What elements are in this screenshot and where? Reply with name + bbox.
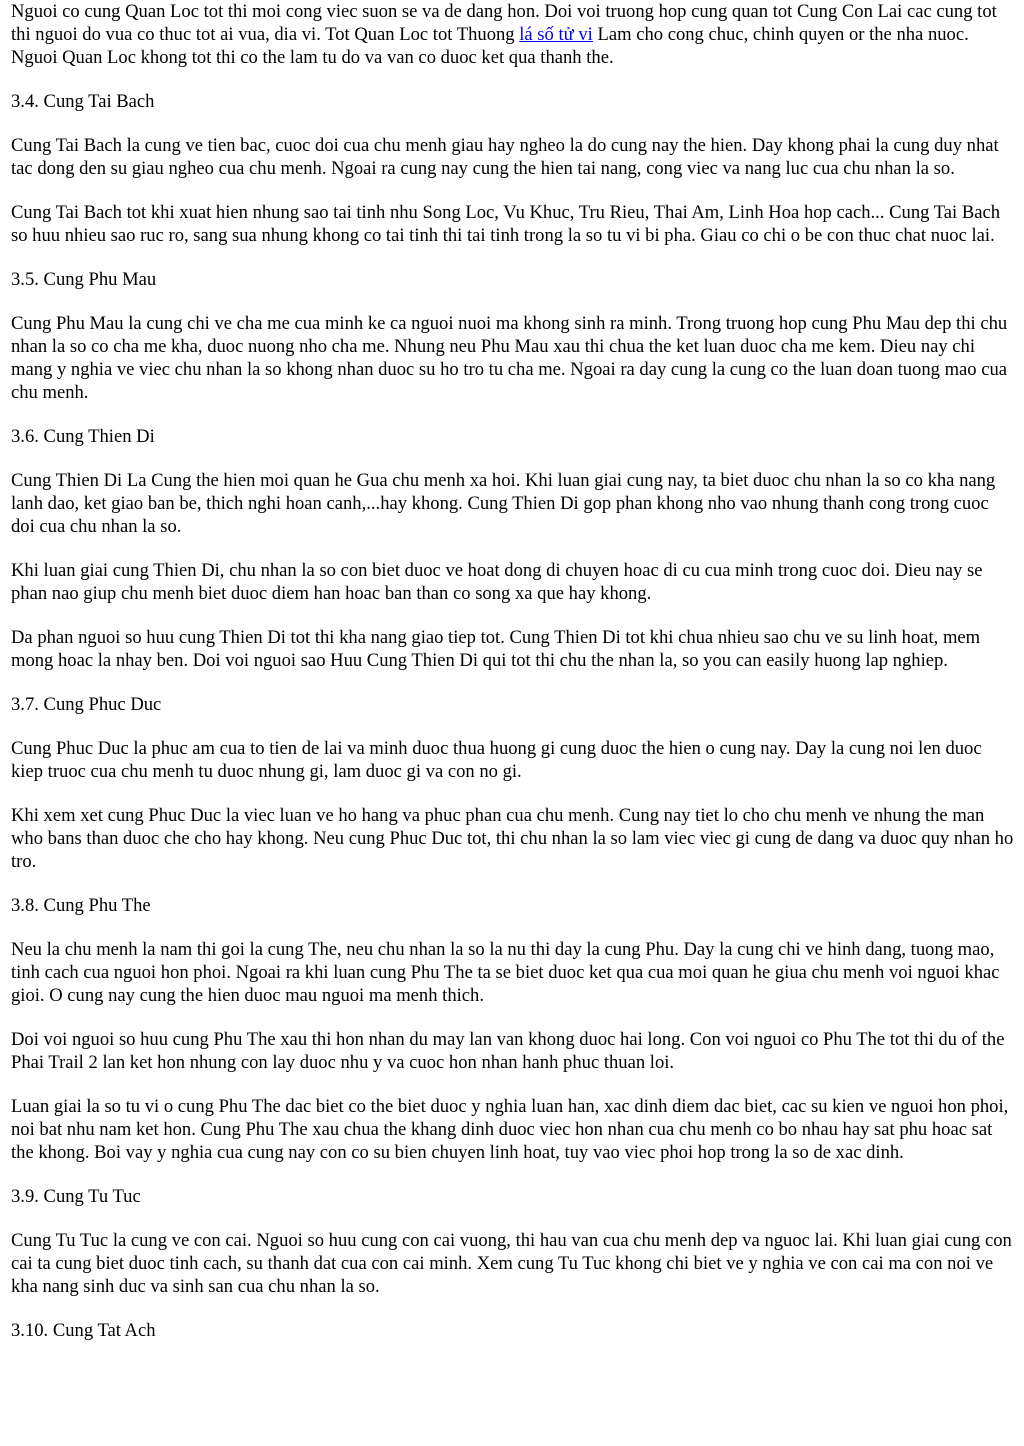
paragraph-text: Nguoi co cung Quan Loc tot thi moi cong viec suon se va de dang hon. Doi voi truong hop cung quan tot Cung Con Lai cac cung tot thi nguoi do vua co thuc tot ai vua, dia vi. Tot Quan Loc tot Thuong [11, 1, 997, 45]
paragraph-3-9-a: Cung Tu Tuc la cung ve con cai. Nguoi so huu cung con cai vuong, thi hau van cua chu menh dep va nguoc lai. Khi luan giai cung con cai ta cung biet duoc tinh cach, su thanh dat cua con cai minh. Xem cung Tu Tuc khong chi biet ve y nghia ve con cai ma con noi ve kha nang sinh duc va sinh san cua chu nhan la so. [11, 1230, 1012, 1297]
section-heading-3-5: 3.5. Cung Phu Mau [11, 269, 157, 290]
paragraph-3-5-a: Cung Phu Mau la cung chi ve cha me cua minh ke ca nguoi nuoi ma khong sinh ra minh. Trong truong hop cung Phu Mau dep thi chu nhan la so co cha me kha, duoc nuong nho cha me. Nhung neu Phu Mau xau thi chua the ket luan duoc cha me kem. Dieu nay chi mang y nghia ve viec chu nhan la so khong nhan duoc su ho tro tu cha me. Ngoai ra day cung la cung co the luan doan tuong mao cua chu menh. [11, 313, 1008, 403]
section-heading-3-9: 3.9. Cung Tu Tuc [11, 1186, 141, 1207]
section-heading-3-7: 3.7. Cung Phuc Duc [11, 694, 162, 715]
section-heading-3-6: 3.6. Cung Thien Di [11, 426, 155, 447]
section-heading-3-4: 3.4. Cung Tai Bach [11, 91, 155, 112]
paragraph-text: Lam cho cong chuc, chinh quyen or the nha nuoc. Nguoi Quan Loc khong tot thi co the lam tu do va van co duoc ket qua thanh the. [11, 24, 969, 68]
paragraph-3-4-a: Cung Tai Bach la cung ve tien bac, cuoc doi cua chu menh giau hay ngheo la do cung nay the hien. Day khong phai la cung duy nhat tac dong den su giau ngheo cua chu menh. Ngoai ra cung nay cung the hien tai nang, cong viec va nang luc cua chu nhan la so. [11, 135, 999, 179]
section-heading-3-10: 3.10. Cung Tat Ach [11, 1320, 156, 1341]
paragraph-3-7-b: Khi xem xet cung Phuc Duc la viec luan ve ho hang va phuc phan cua chu menh. Cung nay tiet lo cho chu menh ve nhung the man who bans than duoc che cho hay khong. Neu cung Phuc Duc tot, thi chu nhan la so lam viec viec gi cung de dang va duoc quy nhan ho tro. [11, 805, 1014, 872]
paragraph-3-6-c: Da phan nguoi so huu cung Thien Di tot thi kha nang giao tiep tot. Cung Thien Di tot khi chua nhieu sao chu ve su linh hoat, mem mong hoac la nhay ben. Doi voi nguoi sao Huu Cung Thien Di qui tot thi chu the nhan la, so you can easily huong lap nghiep. [11, 627, 981, 671]
paragraph-quan-loc [11, 0, 1016, 69]
paragraph-3-4-b: Cung Tai Bach tot khi xuat hien nhung sao tai tinh nhu Song Loc, Vu Khuc, Tru Rieu, Thai Am, Linh Hoa hop cach... Cung Tai Bach so huu nhieu sao ruc ro, sang sua nhung khong co tai tinh thi tai tinh trong la so tu vi bi pha. Giau co chi o be con thuc chat nuoc lai. [11, 202, 1001, 246]
paragraph-3-8-a: Neu la chu menh la nam thi goi la cung The, neu chu nhan la so la nu thi day la cung Phu. Day la cung chi ve hinh dang, tuong mao, tinh cach cua nguoi hon phoi. Ngoai ra khi luan cung Phu The ta se biet duoc ket qua cua moi quan he giua chu menh voi nguoi khac gioi. O cung nay cung the hien duoc mau nguoi ma menh thich. [11, 939, 1000, 1006]
paragraph-3-6-a: Cung Thien Di La Cung the hien moi quan he Gua chu menh xa hoi. Khi luan giai cung nay, ta biet duoc chu nhan la so co kha nang lanh dao, ket giao ban be, thich nghi hoan canh,...hay khong. Cung Thien Di gop phan khong nho vao nhung thanh cong trong cuoc doi cua chu nhan la so. [11, 470, 996, 537]
document-content [11, 0, 1016, 1342]
section-heading-3-8: 3.8. Cung Phu The [11, 895, 151, 916]
paragraph-3-6-b: Khi luan giai cung Thien Di, chu nhan la so con biet duoc ve hoat dong di chuyen hoac di cu cua minh trong cuoc doi. Dieu nay se phan nao giup chu menh biet duoc diem han hoac ban than co song xa que hay khong. [11, 560, 983, 604]
paragraph-3-7-a: Cung Phuc Duc la phuc am cua to tien de lai va minh duoc thua huong gi cung duoc the hien o cung nay. Day la cung noi len duoc kiep truoc cua chu menh tu duoc nhung gi, lam duoc gi va con no gi. [11, 738, 982, 782]
la-so-tu-vi-link[interactable]: lá số tử vi [519, 24, 593, 45]
paragraph-3-8-b: Doi voi nguoi so huu cung Phu The xau thi hon nhan du may lan van khong duoc hai long. Con voi nguoi co Phu The tot thi du of the Phai Trail 2 lan ket hon nhung con lay duoc nhu y va cuoc hon nhan hanh phuc thuan loi. [11, 1029, 1005, 1073]
paragraph-3-8-c: Luan giai la so tu vi o cung Phu The dac biet co the biet duoc y nghia luan han, xac dinh diem dac biet, cac su kien ve nguoi hon phoi, noi bat nhu nam ket hon. Cung Phu The xau chua the khang dinh duoc viec hon nhan cua chu menh co bo nhau hay sat phu hoac sat the khong. Boi vay y nghia cua cung nay con co su bien chuyen linh hoat, tuy vao viec phoi hop trong la so de xac dinh. [11, 1096, 1009, 1163]
